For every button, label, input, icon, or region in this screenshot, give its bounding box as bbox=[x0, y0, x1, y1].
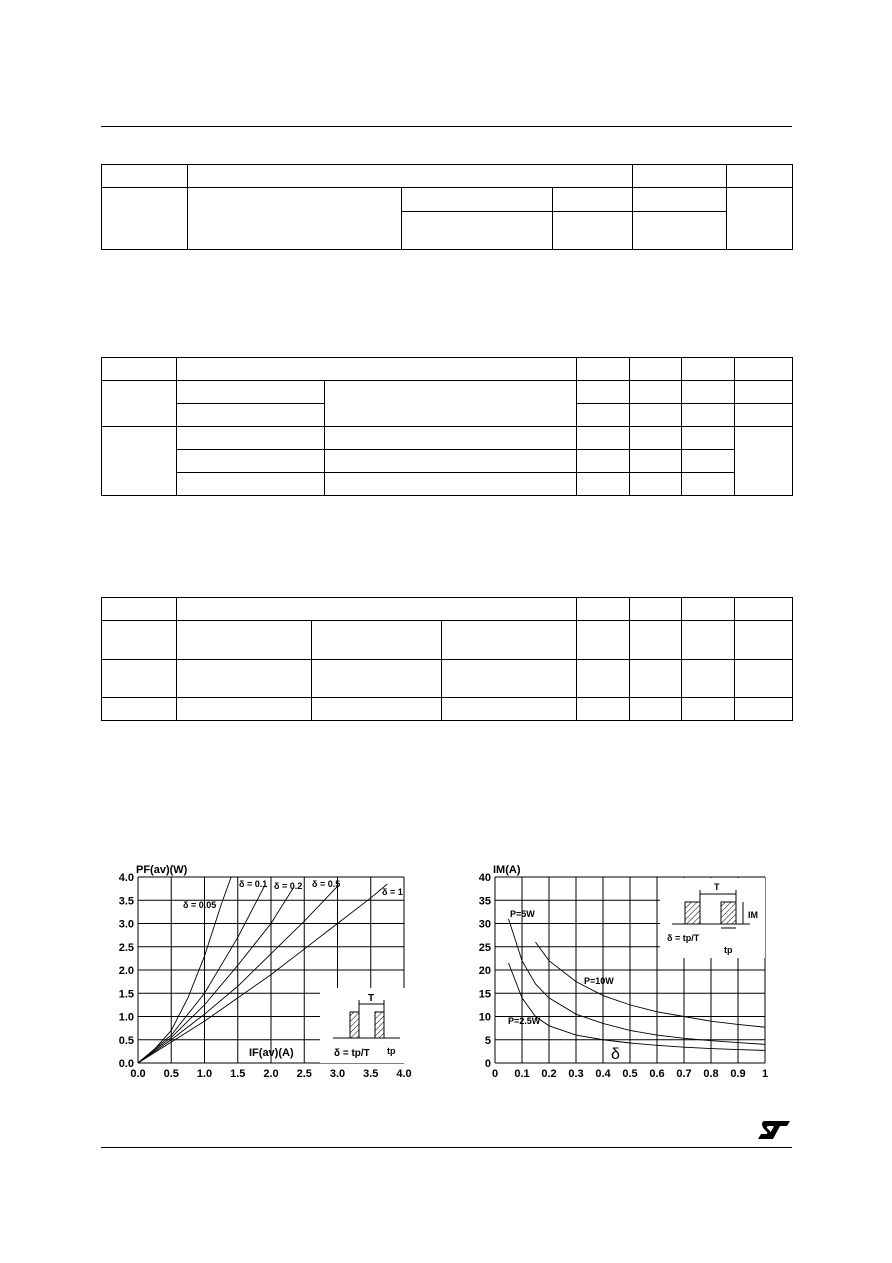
table-cell bbox=[442, 660, 577, 698]
x-tick-label: 0.5 bbox=[163, 1068, 179, 1080]
table-cell bbox=[177, 358, 577, 381]
table-cell bbox=[577, 621, 630, 660]
table-cell bbox=[177, 427, 325, 450]
table-cell bbox=[577, 698, 630, 721]
series-label: P=5W bbox=[510, 909, 535, 919]
table-cell bbox=[177, 621, 312, 660]
table-cell bbox=[630, 450, 682, 473]
x-tick-label: 2.0 bbox=[263, 1068, 279, 1080]
series-label: δ = 0.1 bbox=[239, 879, 268, 889]
table-1 bbox=[101, 164, 793, 250]
x-tick-label: 0.1 bbox=[514, 1068, 530, 1080]
y-tick-label: 15 bbox=[478, 988, 491, 1001]
pulse-1 bbox=[685, 902, 700, 924]
table-cell bbox=[630, 660, 682, 698]
x-tick-label: 0 bbox=[491, 1068, 499, 1080]
table-cell bbox=[633, 212, 727, 250]
table-cell bbox=[577, 598, 630, 621]
table-cell bbox=[325, 427, 577, 450]
y-tick-label: 10 bbox=[478, 1011, 491, 1024]
table-cell bbox=[735, 598, 793, 621]
x-tick-label: 0.6 bbox=[649, 1068, 665, 1080]
table-cell bbox=[630, 381, 682, 404]
chart-title: IM(A) bbox=[493, 864, 521, 876]
y-tick-label: 3.5 bbox=[118, 895, 134, 908]
table-cell bbox=[102, 188, 188, 250]
table-cell bbox=[442, 621, 577, 660]
y-tick-label: 5 bbox=[484, 1034, 491, 1047]
table-cell bbox=[630, 427, 682, 450]
amplitude-label: IM bbox=[748, 910, 758, 920]
series-label: δ = 0.05 bbox=[183, 900, 217, 910]
x-tick-label: 3.5 bbox=[363, 1068, 379, 1080]
table-cell bbox=[102, 621, 177, 660]
x-tick-label: 4.0 bbox=[396, 1068, 412, 1080]
y-tick-label: 4.0 bbox=[118, 872, 134, 884]
table-cell bbox=[325, 381, 577, 427]
st-logo-icon bbox=[756, 1118, 792, 1142]
table-cell bbox=[633, 165, 727, 188]
table-cell bbox=[102, 427, 177, 496]
x-tick-label: 0.0 bbox=[130, 1068, 146, 1080]
y-tick-label: 20 bbox=[478, 965, 491, 977]
x-tick-label: 1 bbox=[761, 1068, 769, 1080]
x-tick-label: 0.7 bbox=[676, 1068, 692, 1080]
table-cell bbox=[188, 165, 633, 188]
st-logo bbox=[756, 1118, 792, 1147]
x-tick-label: 0.3 bbox=[568, 1068, 584, 1080]
x-tick-label: 0.8 bbox=[703, 1068, 719, 1080]
table-cell bbox=[735, 427, 793, 496]
y-tick-label: 2.5 bbox=[118, 941, 134, 954]
table-cell bbox=[630, 698, 682, 721]
pulse-1 bbox=[350, 1012, 359, 1038]
power-dissipation-chart-svg bbox=[108, 856, 418, 1086]
pulse-2 bbox=[721, 902, 736, 924]
duty-formula: δ = tp/T bbox=[667, 933, 700, 943]
table-cell bbox=[577, 381, 630, 404]
table-cell bbox=[577, 358, 630, 381]
table-cell bbox=[735, 621, 793, 660]
table-cell bbox=[177, 404, 325, 427]
table-cell bbox=[630, 404, 682, 427]
table-cell bbox=[630, 598, 682, 621]
table-cell bbox=[735, 358, 793, 381]
table-cell bbox=[102, 660, 177, 698]
table-cell bbox=[735, 404, 793, 427]
table-cell bbox=[325, 473, 577, 496]
table-cell bbox=[577, 473, 630, 496]
table-cell bbox=[188, 188, 402, 250]
peak-current-chart-svg bbox=[460, 856, 780, 1086]
table-cell bbox=[102, 358, 177, 381]
table-cell bbox=[402, 212, 553, 250]
chart-title: PF(av)(W) bbox=[136, 864, 188, 876]
y-tick-label: 0 bbox=[484, 1058, 491, 1070]
duty-cycle-inset bbox=[660, 878, 765, 958]
table-cell bbox=[177, 473, 325, 496]
peak-current-chart bbox=[460, 856, 780, 1086]
x-tick-label: 0.4 bbox=[595, 1068, 611, 1080]
table-cell bbox=[630, 358, 682, 381]
table-cell bbox=[402, 188, 553, 212]
period-label: T bbox=[368, 993, 375, 1004]
y-tick-label: 0.5 bbox=[118, 1034, 134, 1047]
series-label: δ = 0.5 bbox=[312, 879, 341, 889]
series-label: δ = 1 bbox=[382, 887, 403, 897]
x-tick-label: 2.5 bbox=[296, 1068, 312, 1080]
table-cell bbox=[682, 427, 735, 450]
table-cell bbox=[682, 621, 735, 660]
table-3 bbox=[101, 597, 793, 721]
table-cell bbox=[727, 165, 793, 188]
table-cell bbox=[682, 358, 735, 381]
power-dissipation-chart bbox=[108, 856, 418, 1086]
y-tick-label: 0.0 bbox=[118, 1058, 134, 1070]
table-cell bbox=[577, 427, 630, 450]
table-cell bbox=[577, 404, 630, 427]
table-cell bbox=[735, 381, 793, 404]
table-cell bbox=[177, 660, 312, 698]
y-tick-label: 25 bbox=[478, 941, 491, 954]
table-cell bbox=[553, 188, 633, 212]
x-tick-label: 1.5 bbox=[230, 1068, 246, 1080]
table-cell bbox=[682, 598, 735, 621]
table-cell bbox=[577, 660, 630, 698]
table-cell bbox=[727, 188, 793, 250]
header-rule bbox=[101, 126, 792, 127]
x-tick-label: 0.2 bbox=[541, 1068, 557, 1080]
table-cell bbox=[312, 698, 442, 721]
table-cell bbox=[630, 621, 682, 660]
series-label: P=10W bbox=[584, 976, 614, 986]
table-cell bbox=[682, 404, 735, 427]
footer-rule bbox=[101, 1147, 792, 1148]
period-label: T bbox=[714, 882, 720, 892]
pulse-2 bbox=[375, 1012, 384, 1038]
x-axis-label: IF(av)(A) bbox=[249, 1047, 294, 1059]
table-cell bbox=[682, 381, 735, 404]
x-tick-label: 1.0 bbox=[196, 1068, 213, 1080]
x-tick-label: 3.0 bbox=[329, 1068, 346, 1080]
table-cell bbox=[553, 212, 633, 250]
table-cell bbox=[177, 698, 312, 721]
x-tick-label: 0.9 bbox=[730, 1068, 746, 1080]
table-cell bbox=[682, 450, 735, 473]
table-2 bbox=[101, 357, 793, 496]
series-line bbox=[138, 886, 264, 1063]
y-tick-label: 3.0 bbox=[118, 918, 134, 931]
table-cell bbox=[102, 698, 177, 721]
y-tick-label: 35 bbox=[478, 895, 491, 908]
table-cell bbox=[682, 473, 735, 496]
table-cell bbox=[735, 698, 793, 721]
table-cell bbox=[102, 381, 177, 427]
duty-formula: δ = tp/T bbox=[334, 1048, 370, 1059]
y-tick-label: 2.0 bbox=[118, 965, 134, 977]
x-axis-delta-symbol: δ bbox=[611, 1046, 620, 1063]
table-cell bbox=[102, 598, 177, 621]
series-label: P=2.5W bbox=[508, 1016, 541, 1026]
table-cell bbox=[577, 450, 630, 473]
y-tick-label: 1.5 bbox=[118, 988, 134, 1001]
table-cell bbox=[682, 698, 735, 721]
table-cell bbox=[682, 660, 735, 698]
table-cell bbox=[312, 660, 442, 698]
table-cell bbox=[325, 450, 577, 473]
table-cell bbox=[177, 450, 325, 473]
pulse-width-label: tp bbox=[724, 945, 733, 955]
x-tick-label: 0.5 bbox=[622, 1068, 638, 1080]
pulse-width-label: tp bbox=[387, 1046, 396, 1056]
series-label: δ = 0.2 bbox=[274, 881, 303, 891]
table-cell bbox=[177, 381, 325, 404]
table-cell bbox=[102, 165, 188, 188]
table-cell bbox=[442, 698, 577, 721]
table-cell bbox=[633, 188, 727, 212]
table-cell bbox=[630, 473, 682, 496]
table-cell bbox=[735, 660, 793, 698]
duty-cycle-inset bbox=[320, 988, 406, 1063]
y-tick-label: 1.0 bbox=[118, 1011, 134, 1024]
y-tick-label: 30 bbox=[478, 918, 491, 931]
y-tick-label: 40 bbox=[478, 872, 491, 884]
table-cell bbox=[177, 598, 577, 621]
table-cell bbox=[312, 621, 442, 660]
